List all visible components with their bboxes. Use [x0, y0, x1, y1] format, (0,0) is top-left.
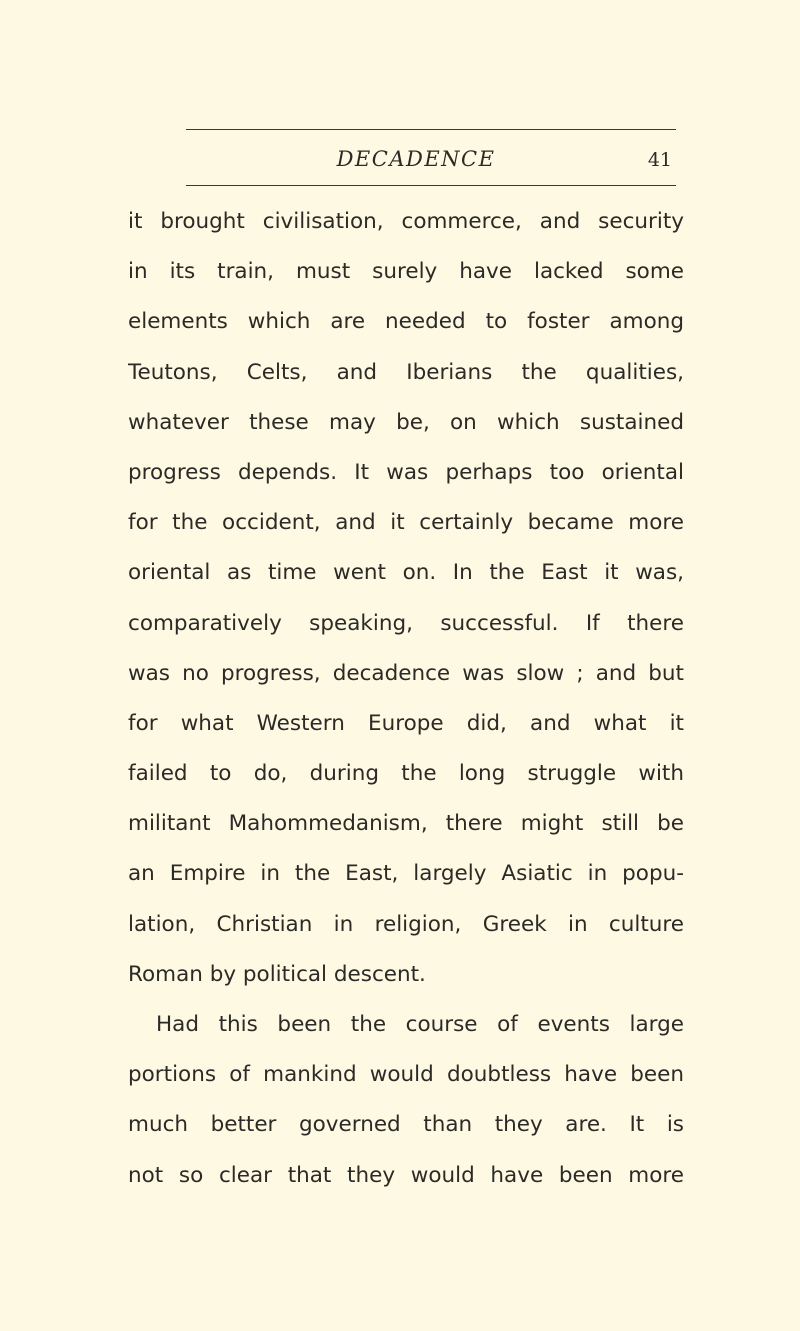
text-line: it brought civilisation, commerce, and security: [128, 209, 684, 234]
text-line: for the occident, and it certainly became more: [128, 510, 684, 536]
page-number: 41: [647, 149, 672, 171]
text-line: Had this been the course of events large: [156, 1012, 684, 1037]
running-head: [186, 147, 676, 179]
text-line: oriental as time went on. In the East it was,: [128, 560, 684, 586]
text-line: in its train, must surely have lacked some: [128, 259, 684, 285]
text-line: progress depends. It was perhaps too oriental: [128, 459, 684, 485]
text-line: an Empire in the East, largely Asiatic in popu-: [128, 861, 684, 887]
text-line: was no progress, decadence was slow ; and but: [128, 660, 684, 686]
body-text: [128, 197, 684, 1201]
text-line: failed to do, during the long struggle with: [128, 761, 684, 787]
text-line: much better governed than they are. It is: [128, 1112, 684, 1138]
text-line: not so clear that they would have been more: [128, 1162, 684, 1188]
running-head-title: DECADENCE: [336, 147, 496, 171]
text-line: portions of mankind would doubtless have been: [128, 1062, 684, 1088]
text-line: lation, Christian in religion, Greek in culture: [128, 911, 684, 937]
text-line: for what Western Europe did, and what it: [128, 710, 684, 736]
header-rule-top: [186, 129, 676, 130]
text-line: Teutons, Celts, and Iberians the qualities,: [128, 359, 684, 385]
text-line: comparatively speaking, successful. If there: [128, 610, 684, 636]
text-line: whatever these may be, on which sustained: [128, 409, 684, 435]
text-line: elements which are needed to foster among: [128, 309, 684, 335]
text-line: Roman by political descent.: [128, 961, 426, 987]
text-line: militant Mahommedanism, there might still be: [128, 811, 684, 837]
header-rule-bottom: [186, 185, 676, 186]
